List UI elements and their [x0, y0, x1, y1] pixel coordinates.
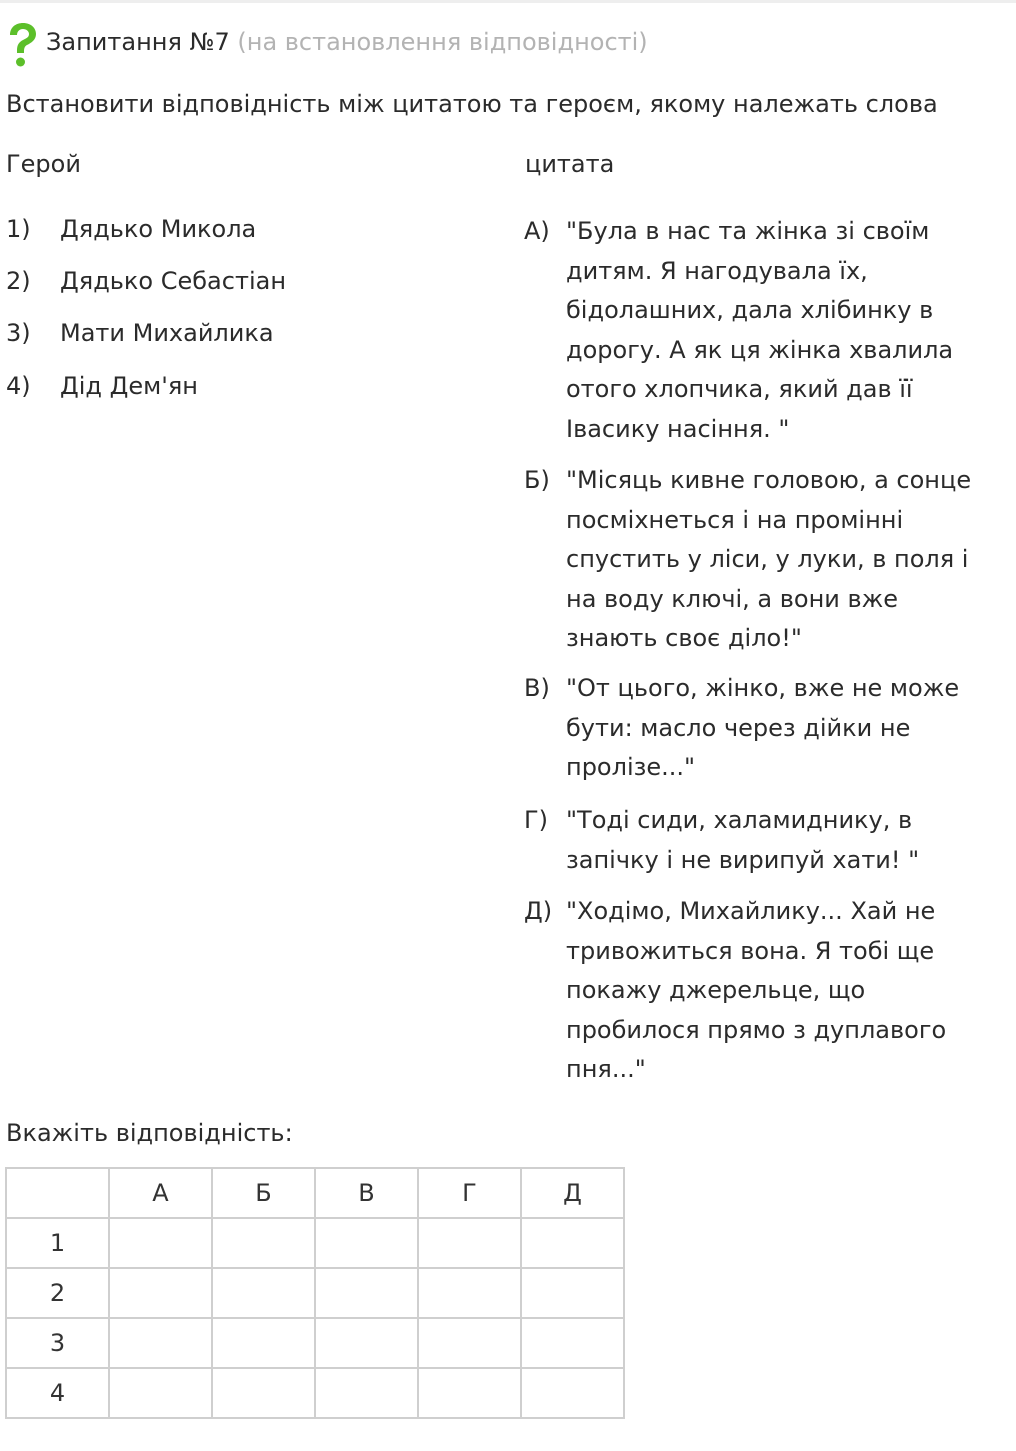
- quote-line: дорогу. А як ця жінка хвалила: [566, 335, 954, 364]
- answer-header-row: [6, 1168, 624, 1218]
- hero-item: [6, 319, 274, 347]
- quote-letter: А): [524, 217, 550, 245]
- quote-letter: Д): [524, 897, 553, 925]
- top-divider: [0, 0, 1016, 3]
- answer-cell[interactable]: [212, 1368, 315, 1418]
- heroes-header: Герой: [6, 150, 81, 178]
- quote-item: [524, 461, 1012, 659]
- quote-line: покажу джерельце, що: [566, 976, 866, 1004]
- column-header: В: [315, 1168, 418, 1218]
- question-mark-icon: [4, 22, 40, 68]
- answer-cell[interactable]: [418, 1368, 521, 1418]
- answer-row: [6, 1218, 624, 1268]
- answer-cell[interactable]: [315, 1218, 418, 1268]
- quote-line: Івасику насіння. ": [566, 414, 790, 443]
- column-header: Г: [418, 1168, 521, 1218]
- column-header: Д: [521, 1168, 624, 1218]
- quote-text: [566, 461, 1012, 659]
- quote-line: бідолашних, дала хлібинку в: [566, 296, 934, 324]
- hero-number: 2): [6, 267, 31, 295]
- quote-text: [566, 669, 1012, 788]
- quote-text: [566, 801, 1012, 880]
- answer-cell[interactable]: [109, 1268, 212, 1318]
- hero-name: Дід Дем'ян: [60, 372, 198, 400]
- quote-line: бути: масло через дійки не: [566, 713, 911, 742]
- corner-cell: [6, 1168, 109, 1218]
- hero-name: Дядько Микола: [60, 215, 257, 243]
- answer-cell[interactable]: [315, 1268, 418, 1318]
- answer-row: [6, 1368, 624, 1418]
- column-header: Б: [212, 1168, 315, 1218]
- hero-item: [6, 267, 286, 295]
- answer-cell[interactable]: [521, 1268, 624, 1318]
- quote-line: знають своє діло!": [566, 624, 802, 652]
- question-number: Запитання №7: [46, 28, 230, 56]
- quote-letter: Г): [524, 806, 548, 834]
- answer-cell[interactable]: [109, 1368, 212, 1418]
- quote-line: дитям. Я нагодувала їх,: [566, 256, 868, 285]
- quote-item: [524, 892, 1012, 1090]
- hero-item: [6, 372, 198, 400]
- row-header: 4: [6, 1368, 109, 1418]
- quote-line: отого хлопчика, який дав її: [566, 375, 913, 403]
- answer-cell[interactable]: [521, 1218, 624, 1268]
- hero-number: 3): [6, 319, 31, 347]
- quote-text: [566, 892, 1012, 1090]
- answer-row: [6, 1268, 624, 1318]
- quote-line: запічку і не вирипуй хати! ": [566, 845, 920, 874]
- answer-cell[interactable]: [109, 1218, 212, 1268]
- quote-line: пролізе...": [566, 753, 696, 781]
- answer-row: [6, 1318, 624, 1368]
- answer-cell[interactable]: [521, 1368, 624, 1418]
- quote-text: [566, 212, 1012, 449]
- question-instruction: Встановити відповідність між цитатою та героєм, якому належать слова: [6, 90, 938, 118]
- question-title: [46, 28, 648, 56]
- hero-number: 1): [6, 215, 31, 243]
- quote-line: на воду ключі, а вони вже: [566, 584, 899, 613]
- column-header: А: [109, 1168, 212, 1218]
- quote-line: пробилося прямо з дуплавого: [566, 1015, 947, 1044]
- answer-cell[interactable]: [521, 1318, 624, 1368]
- quote-line: "Тоді сиди, халамиднику, в: [566, 806, 913, 834]
- answer-cell[interactable]: [315, 1318, 418, 1368]
- quote-line: спустить у ліси, у луки, в поля і: [566, 545, 969, 573]
- answer-cell[interactable]: [109, 1318, 212, 1368]
- hero-item: [6, 215, 256, 243]
- hero-number: 4): [6, 372, 31, 400]
- answer-cell[interactable]: [212, 1318, 315, 1368]
- answer-cell[interactable]: [315, 1368, 418, 1418]
- quote-line: посміхнеться і на промінні: [566, 505, 904, 534]
- quote-letter: В): [524, 674, 550, 702]
- quotes-header: цитата: [525, 150, 615, 178]
- quote-item: [524, 801, 1012, 880]
- quote-line: "От цього, жінко, вже не може: [566, 674, 960, 702]
- quote-line: "Була в нас та жінка зі своїм: [566, 217, 930, 245]
- quote-line: пня...": [566, 1055, 646, 1083]
- row-header: 2: [6, 1268, 109, 1318]
- answer-label: Вкажіть відповідність:: [6, 1119, 293, 1147]
- quote-line: тривожиться вона. Я тобі ще: [566, 936, 935, 965]
- quote-item: [524, 669, 1012, 788]
- hero-name: Дядько Себастіан: [60, 267, 287, 295]
- answer-cell[interactable]: [418, 1268, 521, 1318]
- answer-cell[interactable]: [418, 1318, 521, 1368]
- row-header: 3: [6, 1318, 109, 1368]
- quote-letter: Б): [524, 466, 550, 494]
- answer-cell[interactable]: [418, 1218, 521, 1268]
- quote-line: "Місяць кивне головою, а сонце: [566, 466, 972, 494]
- question-type-note: (на встановлення відповідності): [237, 28, 648, 56]
- answer-grid: [5, 1167, 625, 1419]
- quote-line: "Ходімо, Михайлику... Хай не: [566, 897, 936, 925]
- row-header: 1: [6, 1218, 109, 1268]
- answer-cell[interactable]: [212, 1268, 315, 1318]
- hero-name: Мати Михайлика: [60, 319, 274, 347]
- answer-cell[interactable]: [212, 1218, 315, 1268]
- quote-item: [524, 212, 1012, 449]
